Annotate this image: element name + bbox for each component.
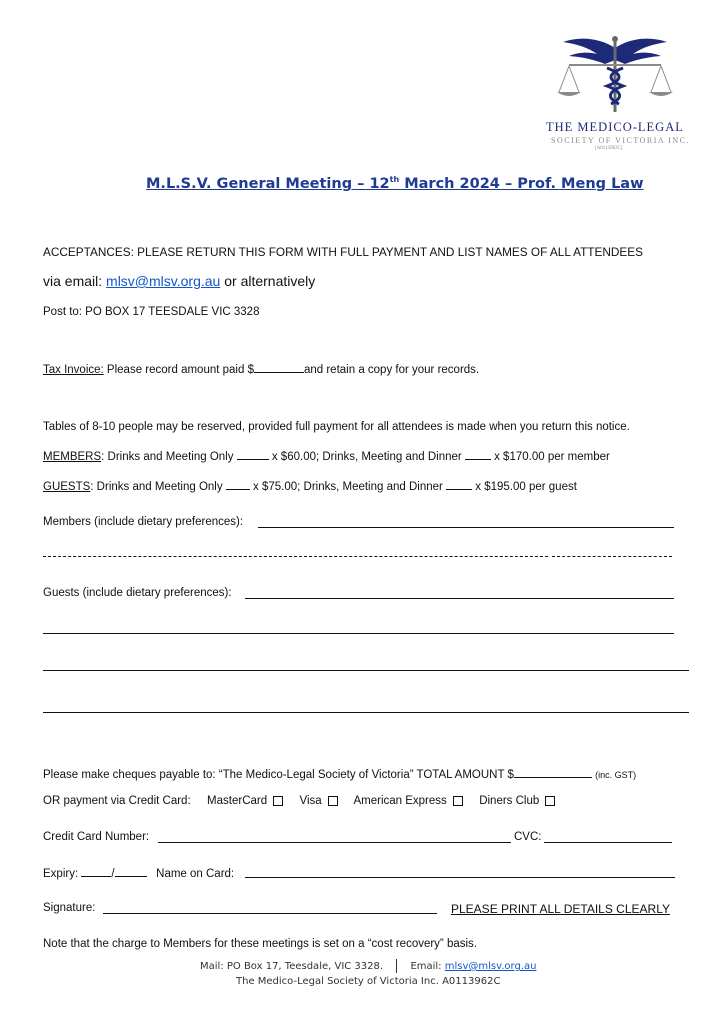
- guests-pricing-line: [43, 479, 577, 493]
- amex-checkbox[interactable]: [453, 796, 463, 806]
- card-number-field[interactable]: [158, 832, 511, 843]
- credit-card-line: [43, 795, 561, 807]
- signature-label: Signature:: [43, 902, 96, 914]
- signature-field[interactable]: [103, 903, 437, 914]
- print-note: PLEASE PRINT ALL DETAILS CLEARLY: [451, 902, 670, 916]
- tax-invoice-text-2: and retain a copy for your records.: [303, 364, 480, 376]
- cheques-text: Please make cheques payable to: “The Medico-Legal Society of Victoria” TOTAL AMOUNT $: [43, 769, 514, 781]
- guests-text-2: x $75.00; Drinks, Meeting and Dinner: [249, 481, 447, 493]
- tables-note: Tables of 8-10 people may be reserved, provided full payment for all attendees is made when you return this notice.: [43, 421, 630, 433]
- guests-dietary-field-2[interactable]: [43, 623, 674, 634]
- title-superscript: th: [389, 175, 400, 184]
- option-mastercard: MasterCard: [207, 795, 268, 807]
- footer-org: The Medico-Legal Society of Victoria Inc. A0113962C: [236, 976, 501, 987]
- members-text-2: x $60.00; Drinks, Meeting and Dinner: [268, 451, 465, 463]
- guests-dietary-field-4[interactable]: [43, 702, 689, 713]
- option-visa: Visa: [299, 795, 322, 807]
- members-pricing-line: [43, 449, 610, 463]
- title-part-2: March 2024 – Prof. Meng Law: [399, 175, 644, 192]
- tax-invoice-label: Tax Invoice:: [43, 364, 104, 376]
- email-link[interactable]: mlsv@mlsv.org.au: [106, 273, 221, 289]
- logo-line-1: THE MEDICO-LEGAL: [546, 120, 684, 134]
- guests-dietary-field-3[interactable]: [43, 660, 689, 671]
- footer-email-link[interactable]: mlsv@mlsv.org.au: [444, 961, 537, 972]
- guests-label: GUESTS: [43, 481, 91, 493]
- total-amount-field[interactable]: [514, 767, 592, 778]
- expiry-year-field[interactable]: [115, 866, 147, 877]
- card-number-label: Credit Card Number:: [43, 831, 150, 843]
- footer-divider: [396, 959, 397, 973]
- guests-text-1: : Drinks and Meeting Only: [90, 481, 226, 493]
- members-dietary-label: Members (include dietary preferences):: [43, 516, 244, 528]
- members-dinner-qty-field[interactable]: [465, 449, 491, 460]
- guests-dinner-qty-field[interactable]: [446, 479, 472, 490]
- email-line: [43, 273, 315, 289]
- expiry-slash: /: [111, 868, 115, 880]
- guests-dietary-field[interactable]: [245, 588, 674, 599]
- mastercard-checkbox[interactable]: [273, 796, 283, 806]
- title-part-1: M.L.S.V. General Meeting – 12: [146, 175, 390, 192]
- footer-mail: Mail: PO Box 17, Teesdale, VIC 3328.: [200, 961, 384, 972]
- acceptances-heading: ACCEPTANCES: PLEASE RETURN THIS FORM WITH FULL PAYMENT AND LIST NAMES OF ALL ATTENDEES: [43, 245, 644, 259]
- society-logo: [535, 30, 695, 150]
- guests-dietary-label: Guests (include dietary preferences):: [43, 587, 232, 599]
- option-amex: American Express: [353, 795, 447, 807]
- amount-paid-field[interactable]: [254, 362, 304, 373]
- diners-checkbox[interactable]: [545, 796, 555, 806]
- page-title: [146, 175, 643, 192]
- members-label: MEMBERS: [43, 451, 102, 463]
- caduceus-scales-icon: [555, 30, 675, 116]
- cvc-label: CVC:: [514, 831, 542, 843]
- expiry-label: Expiry:: [43, 868, 82, 880]
- tax-invoice-line: [43, 362, 479, 376]
- logo-line-2: SOCIETY OF VICTORIA INC.: [551, 136, 690, 145]
- tax-invoice-text: Please record amount paid $: [103, 364, 254, 376]
- email-prefix: via email:: [43, 273, 107, 289]
- logo-line-3: [A0113962C]: [595, 146, 623, 151]
- cost-recovery-note: Note that the charge to Members for these meetings is set on a “cost recovery” basis.: [43, 938, 478, 950]
- guests-text-3: x $195.00 per guest: [472, 481, 577, 493]
- members-text-1: : Drinks and Meeting Only: [101, 451, 237, 463]
- credit-card-label: OR payment via Credit Card:: [43, 795, 191, 807]
- expiry-line: [43, 866, 234, 880]
- visa-checkbox[interactable]: [328, 796, 338, 806]
- name-on-card-field[interactable]: [245, 867, 675, 878]
- footer-email-label: Email:: [410, 961, 445, 972]
- cheques-line: [43, 767, 636, 781]
- gst-note: (inc. GST): [595, 770, 637, 780]
- post-to: Post to: PO BOX 17 TEESDALE VIC 3328: [43, 306, 260, 318]
- expiry-month-field[interactable]: [81, 866, 111, 877]
- members-dietary-field-2[interactable]: [43, 546, 548, 557]
- members-text-3: x $170.00 per member: [490, 451, 610, 463]
- members-dietary-field[interactable]: [258, 517, 674, 528]
- email-suffix: or alternatively: [220, 273, 316, 289]
- name-on-card-label: Name on Card:: [156, 868, 235, 880]
- footer-address: [200, 959, 536, 973]
- guests-drinks-qty-field[interactable]: [226, 479, 250, 490]
- option-diners: Diners Club: [479, 795, 540, 807]
- members-drinks-qty-field[interactable]: [237, 449, 269, 460]
- members-dietary-field-3[interactable]: [552, 546, 672, 557]
- cvc-field[interactable]: [544, 832, 672, 843]
